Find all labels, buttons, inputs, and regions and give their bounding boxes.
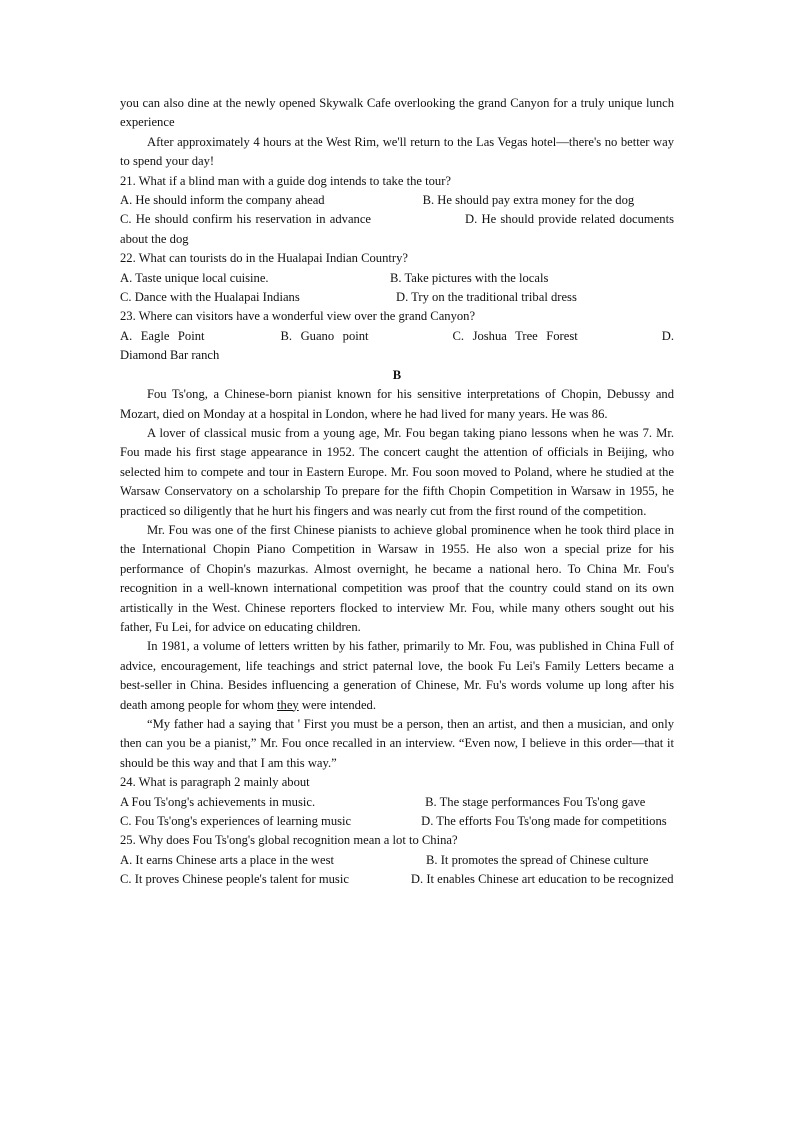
intro-paragraph-2: After approximately 4 hours at the West Rim, we'll return to the Las Vegas hotel—there's no better way to spend your day!: [120, 134, 674, 169]
section-b-heading: B: [392, 367, 402, 382]
question-24-options-cd: [120, 812, 674, 831]
passage-b-paragraph-3: Mr. Fou was one of the first Chinese pianists to achieve global prominence when he took third place in the International Chopin Piano Competition in Warsaw in 1955. He also won a special prize for his performance of Chopin's mazurkas. Almost overnight, he became a national hero. To China Mr. Fou's recognition in a well-known international competition was proof that the country could stand on its own artistically in the West. Chinese reporters flocked to interview Mr. Fou, while many others sought out his father, Fu Lei, for advice on educating children.: [120, 522, 674, 634]
question-22-options-cd: [120, 288, 674, 307]
question-21-options-cd: [120, 210, 674, 249]
question-24-option-c: C. Fou Ts'ong's experiences of learning music: [120, 814, 352, 829]
question-23-option-b: B. Guano point: [280, 328, 369, 343]
question-22-option-d: D. Try on the traditional tribal dress: [396, 290, 577, 305]
question-24-option-a: A Fou Ts'ong's achievements in music.: [120, 794, 316, 809]
paragraph-4-text-start: In 1981, a volume of letters written by his father, primarily to Mr. Fou, was published in China Full of advice, encouragement, life teachings and strict paternal love, the book Fu Lei's Family Letters became a best-seller in China. Besides influencing a generation of Chinese, Mr. Fu's words volume up long after his death among people for whom: [120, 639, 674, 712]
passage-b-paragraph-1: Fou Ts'ong, a Chinese-born pianist known for his sensitive interpretations of Chopin, Debussy and Mozart, died on Monday at a hospital in London, where he had lived for many years. He was 86.: [120, 387, 674, 421]
question-23-option-d: D. Diamond Bar ranch: [120, 328, 674, 363]
question-22-option-c: C. Dance with the Hualapai Indians: [120, 290, 300, 305]
paragraph-4-text-end: were intended.: [298, 697, 376, 712]
question-21-option-a: A. He should inform the company ahead: [120, 193, 325, 208]
question-24-stem: 24. What is paragraph 2 mainly about: [120, 775, 310, 790]
question-21-option-d: D. He should provide related documents about the dog: [120, 212, 674, 246]
question-23-option-a: A. Eagle Point: [120, 328, 205, 343]
question-25-options-cd: [120, 870, 674, 889]
passage-b-paragraph-5: “My father had a saying that ' First you must be a person, then an artist, and then a musician, and only then can you be a pianist,” Mr. Fou once recalled in an interview. “Even now, I believe in this order—that it should be this way and that I am this way.”: [120, 717, 674, 770]
intro-paragraph-1: you can also dine at the newly opened Skywalk Cafe overlooking the grand Canyon for a truly unique lunch experience: [120, 96, 674, 130]
question-25-option-c: C. It proves Chinese people's talent for music: [120, 872, 349, 887]
question-22-options-ab: [120, 269, 674, 288]
exam-page: [120, 94, 674, 890]
question-22-stem: 22. What can tourists do in the Hualapai Indian Country?: [120, 251, 408, 266]
question-23-option-c: C. Joshua Tree Forest: [452, 328, 578, 343]
question-25-option-a: A. It earns Chinese arts a place in the west: [120, 852, 335, 867]
question-21-stem: 21. What if a blind man with a guide dog intends to take the tour?: [120, 173, 451, 188]
question-23-stem: 23. Where can visitors have a wonderful view over the grand Canyon?: [120, 309, 476, 324]
question-24-options-ab: [120, 793, 674, 812]
question-24-option-d: D. The efforts Fou Ts'ong made for competitions: [421, 814, 667, 829]
question-21-option-b: B. He should pay extra money for the dog: [422, 193, 635, 208]
question-25-options-ab: [120, 851, 674, 870]
question-21-options-ab: [120, 191, 674, 210]
question-22-option-a: A. Taste unique local cuisine.: [120, 270, 269, 285]
underlined-word-they: they: [277, 697, 299, 712]
question-25-option-d: D. It enables Chinese art education to be recognized: [410, 872, 674, 887]
passage-b-paragraph-2: A lover of classical music from a young age, Mr. Fou began taking piano lessons when he was 7. Mr. Fou made his first stage appearance in 1952. The concert caught the attention of officials in Beijing, who selected him to compete and tour in Eastern Europe. Mr. Fou soon moved to Poland, where he studied at the Warsaw Conservatory on a scholarship To prepare for the fifth Chopin Competition in Warsaw in 1955, he practiced so diligently that he hurt his fingers and was nearly cut from the first round of the competition.: [120, 425, 674, 518]
passage-b-paragraph-4: [120, 637, 674, 715]
question-25-option-b: B. It promotes the spread of Chinese culture: [426, 852, 649, 867]
question-23-options: [120, 327, 674, 366]
question-24-option-b: B. The stage performances Fou Ts'ong gave: [425, 794, 646, 809]
question-21-option-c: C. He should confirm his reservation in advance: [120, 212, 372, 227]
question-25-stem: 25. Why does Fou Ts'ong's global recognition mean a lot to China?: [120, 833, 458, 848]
question-22-option-b: B. Take pictures with the locals: [390, 270, 549, 285]
